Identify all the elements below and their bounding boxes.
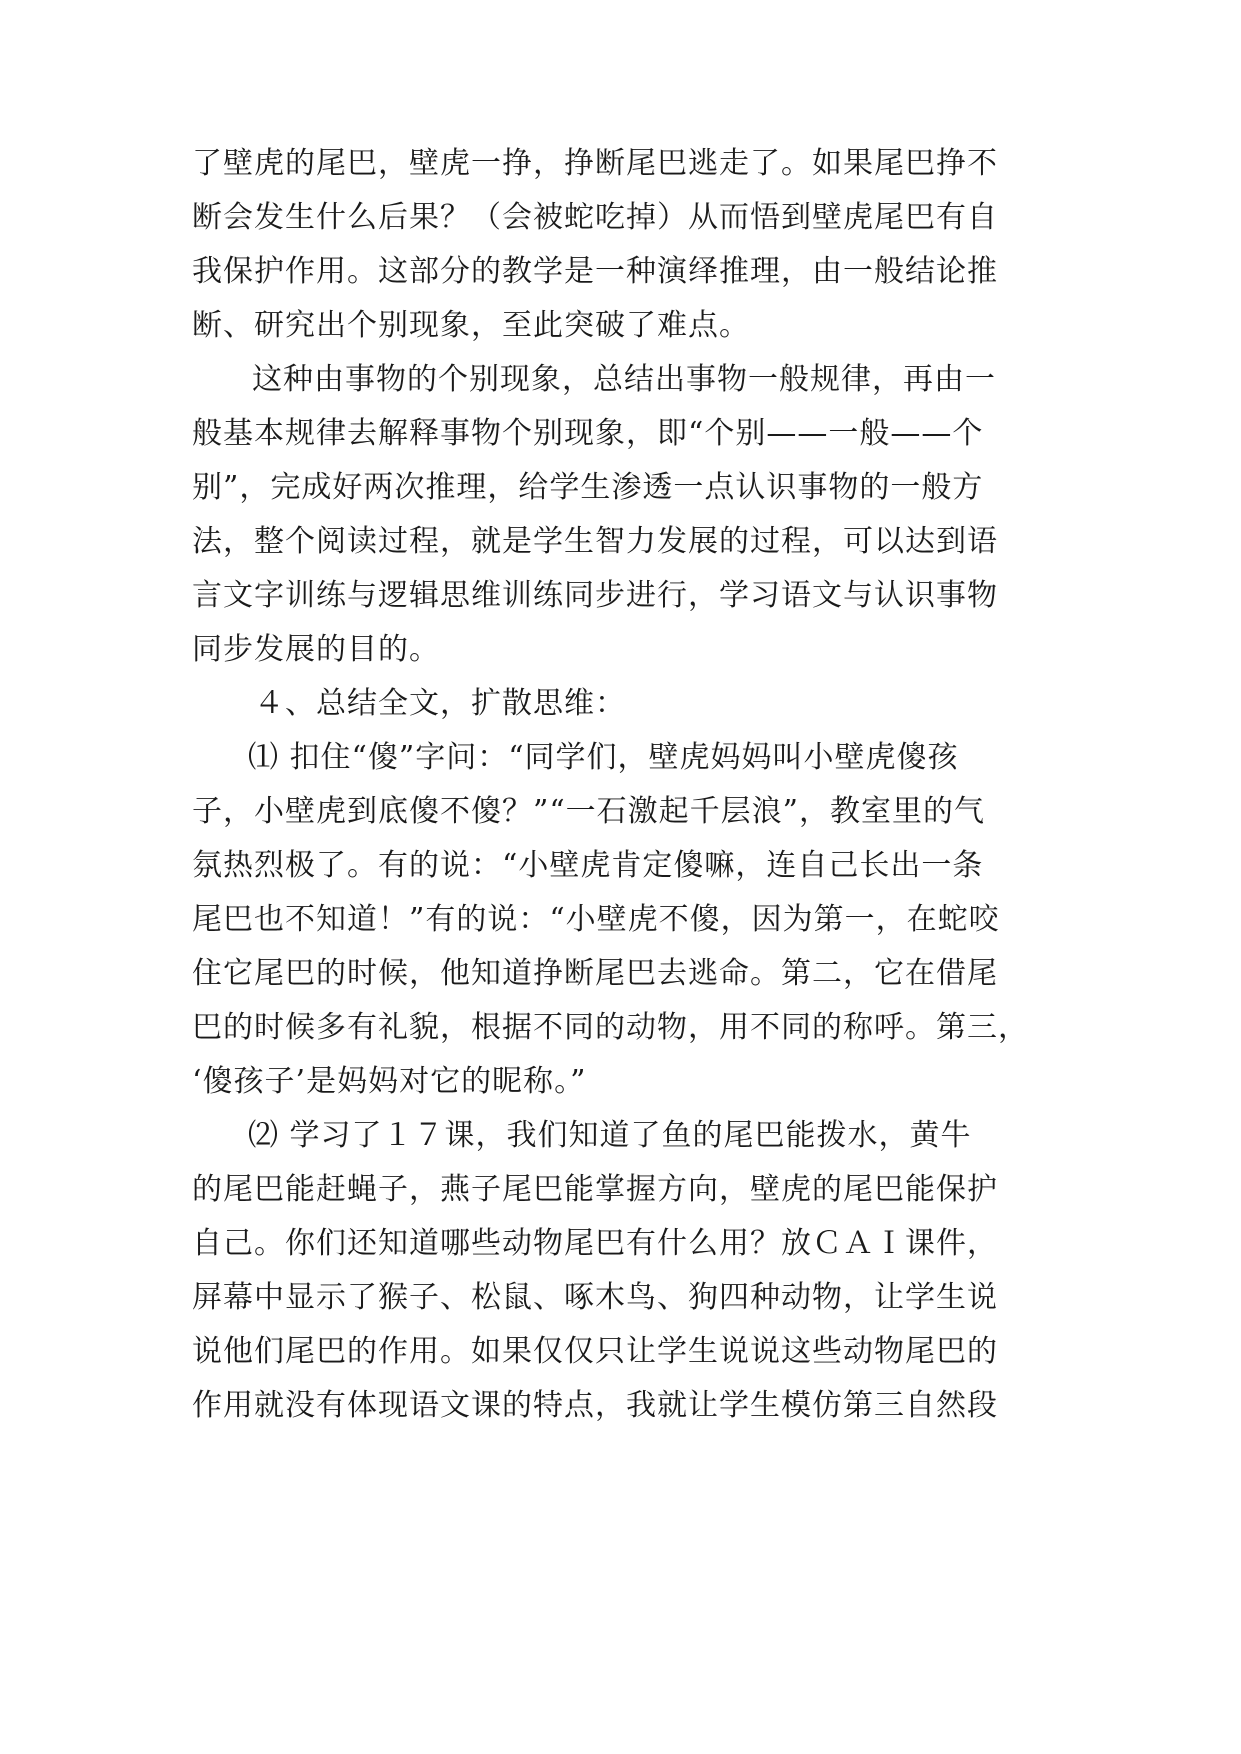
- section-heading: ４、总结全文，扩散思维：: [254, 686, 626, 721]
- text-line: 作用就没有体现语文课的特点，我就让学生模仿第三自然段: [192, 1388, 998, 1423]
- text-line: 别”，完成好两次推理，给学生渗透一点认识事物的一般方: [192, 470, 984, 505]
- text-line: 巴的时候多有礼貌，根据不同的动物，用不同的称呼。第三，: [192, 1010, 1029, 1045]
- text-line: 断会发生什么后果？（会被蛇吃掉）从而悟到壁虎尾巴有自: [192, 200, 998, 235]
- text-line: 断、研究出个别现象，至此突破了难点。: [192, 308, 750, 343]
- text-line: ‘傻孩子’是妈妈对它的昵称。”: [192, 1064, 587, 1099]
- text-line: 屏幕中显示了猴子、松鼠、啄木鸟、狗四种动物，让学生说: [192, 1280, 998, 1315]
- text-line: 说他们尾巴的作用。如果仅仅只让学生说说这些动物尾巴的: [192, 1334, 998, 1369]
- paragraph-start-line: 这种由事物的个别现象，总结出事物一般规律，再由一: [252, 362, 996, 397]
- text-line: 般基本规律去解释事物个别现象，即“个别——一般——个: [192, 416, 984, 451]
- text-line: 我保护作用。这部分的教学是一种演绎推理，由一般结论推: [192, 254, 998, 289]
- text-line: 的尾巴能赶蝇子，燕子尾巴能掌握方向，壁虎的尾巴能保护: [192, 1172, 998, 1207]
- paragraph-start-line: ⑴ 扣住“傻”字问：“同学们，壁虎妈妈叫小壁虎傻孩: [248, 740, 959, 775]
- paragraph-start-line: ⑵ 学习了１７课，我们知道了鱼的尾巴能拨水，黄牛: [248, 1118, 972, 1153]
- text-line: 氛热烈极了。有的说：“小壁虎肯定傻嘛，连自己长出一条: [192, 848, 984, 883]
- text-line: 言文字训练与逻辑思维训练同步进行，学习语文与认识事物: [192, 578, 998, 613]
- text-line: 同步发展的目的。: [192, 632, 440, 667]
- text-line: 法，整个阅读过程，就是学生智力发展的过程，可以达到语: [192, 524, 998, 559]
- text-line: 住它尾巴的时候，他知道挣断尾巴去逃命。第二，它在借尾: [192, 956, 998, 991]
- text-line: 了壁虎的尾巴，壁虎一挣，挣断尾巴逃走了。如果尾巴挣不: [192, 146, 998, 181]
- text-line: 子，小壁虎到底傻不傻？”“一石激起千层浪”，教室里的气: [192, 794, 986, 829]
- text-line: 自己。你们还知道哪些动物尾巴有什么用？放ＣＡＩ课件，: [192, 1226, 998, 1261]
- text-line: 尾巴也不知道！”有的说：“小壁虎不傻，因为第一，在蛇咬: [192, 902, 1000, 937]
